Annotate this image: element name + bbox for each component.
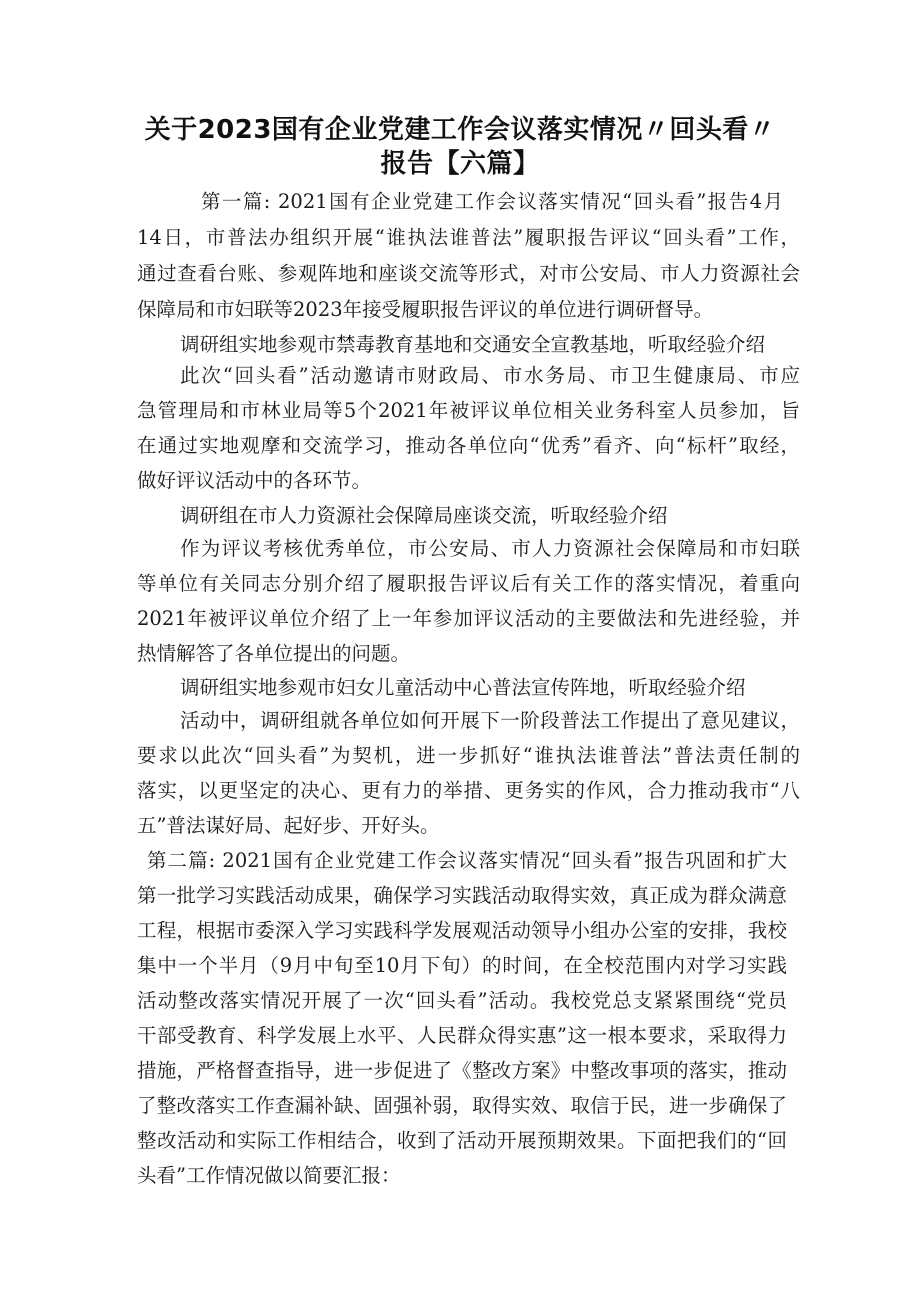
text-line: 作为评议考核优秀单位，市公安局、市人力资源社会保障局和市妇联 <box>180 537 800 560</box>
text-line: 做好评议活动中的各环节。 <box>137 469 372 492</box>
text-line: 干部受教育、科学发展上水平、人民群众得实惠”这一根本要求，采取得力 <box>137 1024 787 1047</box>
text-line: 通过查看台账、参观阵地和座谈交流等形式，对市公安局、市人力资源社会 <box>137 262 800 285</box>
text-line: 第一篇: 2021国有企业党建工作会议落实情况“回头看”报告4月 <box>201 190 783 213</box>
text-line: 第二篇: 2021国有企业党建工作会议落实情况“回头看”报告巩固和扩大 <box>147 849 787 872</box>
text-line: 要求以此次“回头看”为契机，进一步抓好“谁执法谁普法”普法责任制的 <box>137 744 800 767</box>
text-line: 急管理局和市林业局等5个2021年被评议单位相关业务科室人员参加，旨 <box>137 399 800 422</box>
text-line: 头看”工作情况做以简要汇报： <box>137 1164 401 1187</box>
text-line: 此次“回头看”活动邀请市财政局、市水务局、市卫生健康局、市应 <box>180 364 800 387</box>
text-line: 落实，以更坚定的决心、更有力的举措、更务实的作风，合力推动我市“八 <box>137 779 800 802</box>
text-line: 14日，市普法办组织开展“谁执法谁普法”履职报告评议“回头看”工作， <box>137 226 800 249</box>
text-line: 调研组在市人力资源社会保障局座谈交流，听取经验介绍 <box>180 504 668 527</box>
text-line: 活动中，调研组就各单位如何开展下一阶段普法工作提出了意见建议， <box>180 709 800 732</box>
text-line: 措施，严格督查指导，进一步促进了《整改方案》中整改事项的落实，推动 <box>137 1059 787 1082</box>
text-line: 热情解答了各单位提出的问题。 <box>137 642 411 665</box>
document-title-line-1: 关于2023国有企业党建工作会议落实情况〃回头看〃 <box>144 115 776 145</box>
text-line: 集中一个半月（9月中旬至10月下旬）的时间，在全校范围内对学习实践 <box>137 954 787 977</box>
text-line: 2021年被评议单位介绍了上一年参加评议活动的主要做法和先进经验，并 <box>137 607 800 630</box>
text-line: 整改活动和实际工作相结合，收到了活动开展预期效果。下面把我们的“回 <box>137 1129 787 1152</box>
text-line: 等单位有关同志分别介绍了履职报告评议后有关工作的落实情况，着重向 <box>137 572 800 595</box>
text-line: 保障局和市妇联等2023年接受履职报告评议的单位进行调研督导。 <box>137 298 714 321</box>
text-line: 调研组实地参观市妇女儿童活动中心普法宣传阵地，听取经验介绍 <box>180 676 746 699</box>
document-title-line-2: 报告【六篇】 <box>380 149 540 179</box>
text-line: 第一批学习实践活动成果，确保学习实践活动取得实效，真正成为群众满意 <box>137 884 787 907</box>
text-line: 了整改落实工作查漏补缺、固强补弱，取得实效、取信于民，进一步确保了 <box>137 1094 787 1117</box>
text-line: 在通过实地观摩和交流学习，推动各单位向“优秀”看齐、向“标杆”取经， <box>137 434 800 457</box>
text-line: 活动整改落实情况开展了一次“回头看”活动。我校党总支紧紧围绕“党员 <box>137 989 787 1012</box>
text-line: 调研组实地参观市禁毒教育基地和交通安全宣教基地，听取经验介绍 <box>180 333 766 356</box>
text-line: 工程，根据市委深入学习实践科学发展观活动领导小组办公室的安排，我校 <box>137 919 787 942</box>
text-line: 五”普法谋好局、起好步、开好头。 <box>137 814 440 837</box>
